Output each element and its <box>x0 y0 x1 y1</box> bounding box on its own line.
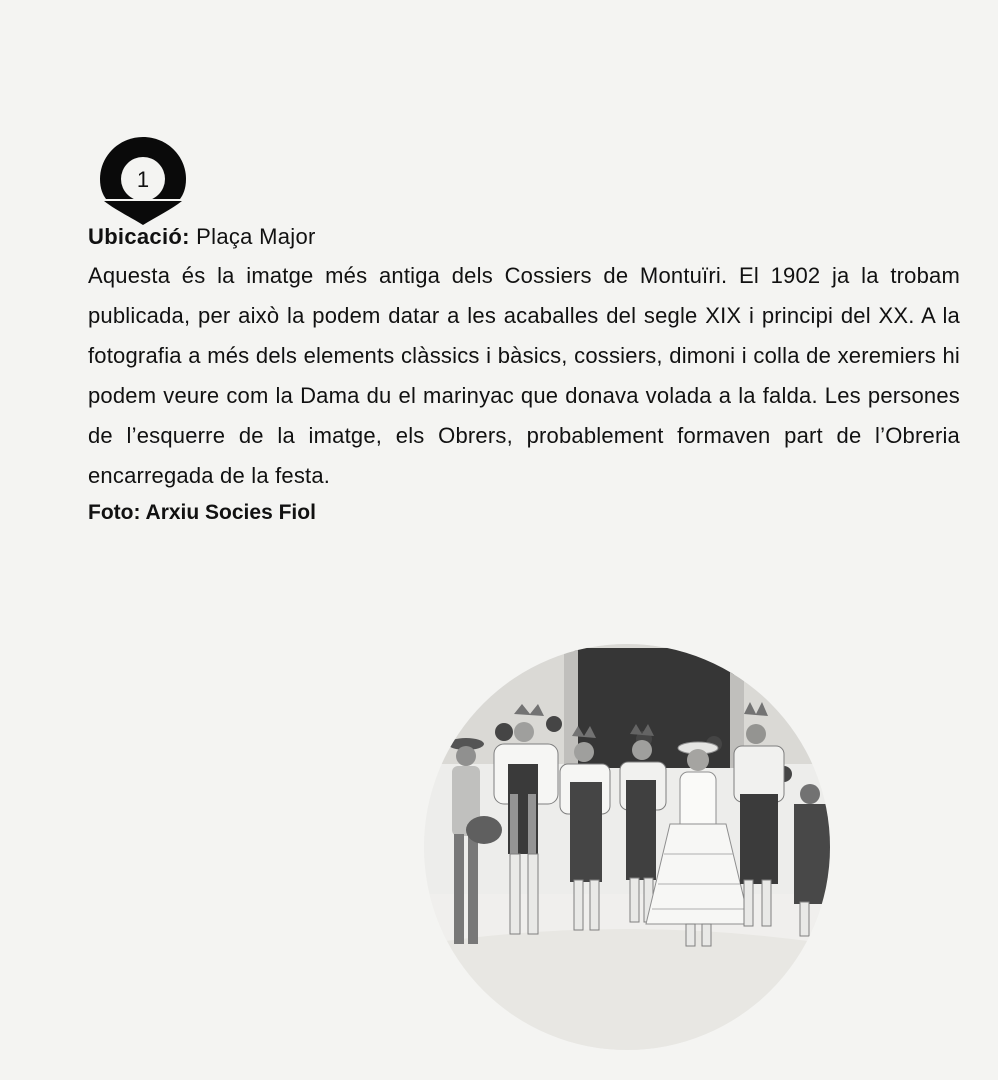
historical-photo <box>424 644 830 1050</box>
photo-credit: Foto: Arxiu Socies Fiol <box>88 501 316 524</box>
location-label: Ubicació: <box>88 224 190 249</box>
text-block <box>88 222 960 528</box>
photo-illustration <box>424 644 830 1050</box>
location-marker <box>100 137 186 227</box>
marker-number: 1 <box>136 167 150 192</box>
location-value: Plaça Major <box>196 224 316 249</box>
description-paragraph: Aquesta és la imatge més antiga dels Cossiers de Montuïri. El 1902 ja la trobam publicada, per això la podem datar a les acaballes del segle XIX i principi del XX. A la fotografia a més dels elements clàssics i bàsics, cossiers, dimoni i colla de xeremiers hi podem veure com la Dama du el marinyac que donava volada a la falda. Les persones de l’esquerre de la imatge, els Obrers, probablement formaven part de l’Obreria encarregada de la festa. <box>88 263 960 488</box>
location-line <box>88 222 960 252</box>
location-pin-icon <box>100 137 186 227</box>
